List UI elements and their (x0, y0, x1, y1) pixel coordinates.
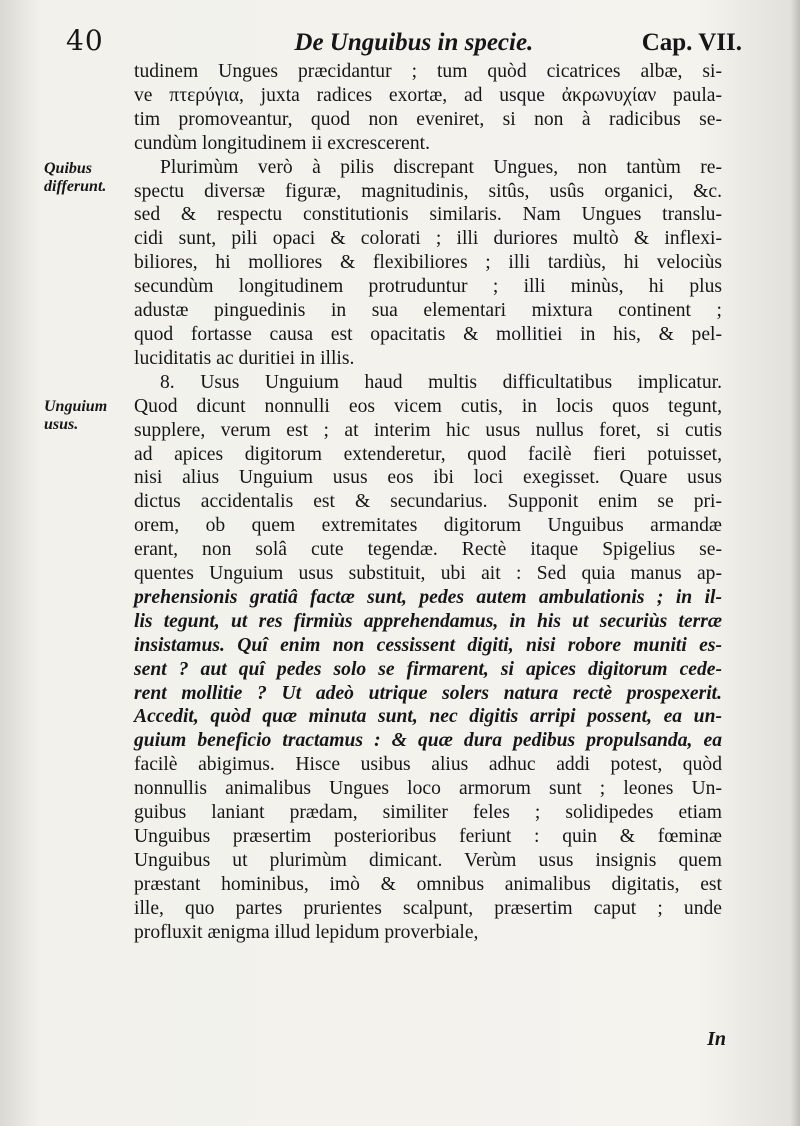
text-line: secundùm longitudinem protruduntur ; illi minùs, hi plus (134, 276, 722, 298)
text-line: cidi sunt, pili opaci & colorati ; illi duriores multò & inflexi- (134, 228, 722, 250)
margin-note-unguium: Unguium usus. (44, 398, 108, 433)
text-line: Quod dicunt nonnulli eos vicem cutis, in locis quos tegunt, (134, 395, 722, 417)
text-line: ille, quo partes prurientes scalpunt, præsertim caput ; unde (134, 897, 722, 919)
text-line: rent mollitie ? Ut adeò utrique solers natura rectè prospexerit. (134, 682, 722, 704)
text-line: præstant hominibus, imò & omnibus animalibus digitatis, est (134, 873, 722, 895)
text-line: nisi alius Unguium usus eos ibi loci exegisset. Quare usus (134, 467, 722, 489)
text-body (134, 60, 722, 945)
text-line: profluxit ænigma illud lepidum proverbiale, (134, 921, 479, 943)
text-line: Unguibus ut plurimùm dimicant. Verùm usus insignis quem (134, 849, 722, 871)
text-line: sent ? aut quî pedes solo se firmarent, si apices digitorum cede- (134, 658, 722, 680)
text-line: luciditatis ac duritiei in illis. (134, 347, 355, 369)
text-line: quod fortasse causa est opacitatis & mollitiei in his, & pel- (134, 323, 722, 345)
text-line: lis tegunt, ut res firmiùs apprehendamus, in his ut securiùs terræ (134, 610, 722, 632)
text-line: orem, ob quem extremitates digitorum Unguibus armandæ (134, 515, 722, 537)
text-line: 8. Usus Unguium haud multis difficultatibus implicatur. (160, 371, 722, 393)
text-line: prehensionis gratiâ factæ sunt, pedes autem ambulationis ; in il- (134, 586, 722, 608)
text-line: Unguibus præsertim posterioribus feriunt : quin & fœminæ (134, 826, 722, 847)
text-line: adustæ pinguedinis in sua elementari mixtura continent ; (134, 300, 722, 322)
text-line: cundùm longitudinem ii excrescerent. (134, 132, 430, 154)
running-title: De Unguibus in specie. (294, 29, 534, 56)
text-line: facilè abigimus. Hisce usibus alius adhuc addi potest, quòd (134, 754, 722, 776)
text-line: guibus laniant prædam, similiter feles ; solidipedes etiam (134, 802, 722, 824)
text-line: erant, non solâ cute tegendæ. Rectè itaque Spigelius se- (134, 539, 722, 561)
text-line: insistamus. Quî enim non cessissent digiti, nisi robore muniti es- (134, 634, 722, 656)
page-number: 40 (66, 24, 104, 57)
text-line: ad apices digitorum extenderetur, quod facilè fieri potuisset, (134, 443, 722, 465)
text-line: ve πτερύγια, juxta radices exortæ, ad usque ἀκρωνυχίαν paula- (134, 84, 722, 106)
margin-note-quibus: Quibus differunt. (44, 160, 107, 195)
text-line: dictus accidentalis est & secundarius. Supponit enim se pri- (134, 491, 722, 513)
text-line: quentes Unguium usus substituit, ubi ait : Sed quia manus ap- (134, 563, 722, 585)
text-line: nonnullis animalibus Ungues loco armorum sunt ; leones Un- (134, 778, 722, 800)
text-line: Plurimùm verò à pilis discrepant Ungues, non tantùm re- (160, 156, 722, 178)
catchword: In (707, 1028, 726, 1050)
page-header (66, 24, 742, 60)
text-line: Accedit, quòd quæ minuta sunt, nec digitis arripi possent, ea un- (134, 706, 722, 728)
text-line: biliores, hi molliores & flexibiliores ; illi tardiùs, hi velociùs (134, 252, 722, 274)
text-line: guium beneficio tractamus : & quæ dura pedibus propulsanda, ea (134, 730, 722, 752)
text-line: supplere, verum est ; at interim hic usus nullus foret, si cutis (134, 419, 722, 441)
text-line: sed & respectu constitutionis similaris. Nam Ungues translu- (134, 204, 722, 226)
text-line: tudinem Ungues præcidantur ; tum quòd cicatrices albæ, si- (134, 61, 722, 82)
text-line: tim promoveantur, quod non eveniret, si non à radicibus se- (134, 108, 722, 130)
text-line: spectu diversæ figuræ, magnitudinis, sitûs, usûs organici, &c. (134, 180, 722, 202)
chapter-label: Cap. VII. (641, 29, 742, 56)
